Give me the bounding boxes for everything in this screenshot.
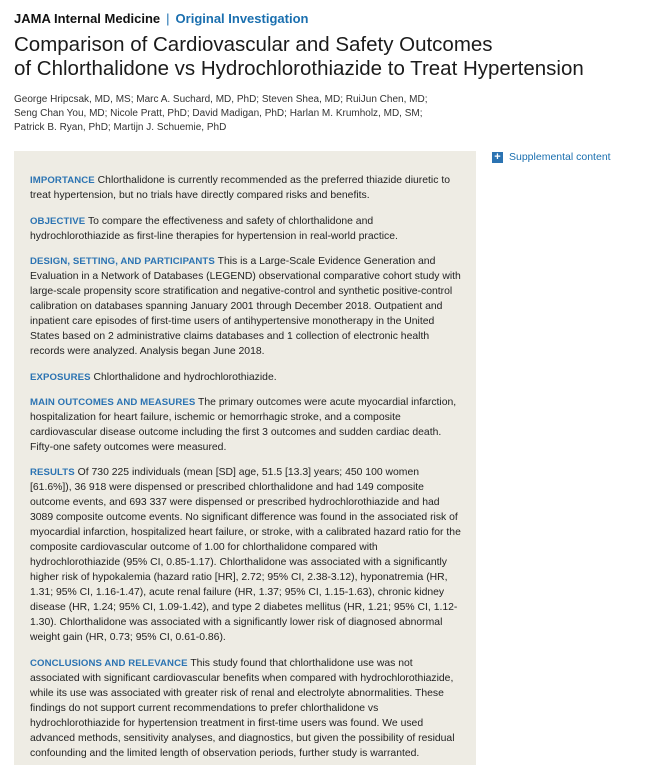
results-heading: RESULTS xyxy=(30,467,75,479)
objective-text: To compare the effectiveness and safety of chlorthalidone and hydrochlorothiazide as first-line therapies for hypertension in real-world practice. xyxy=(30,215,398,242)
article-type[interactable]: Original Investigation xyxy=(175,11,309,26)
article-title xyxy=(14,33,654,81)
supplemental-label: Supplemental content xyxy=(509,151,611,163)
abstract-box xyxy=(14,151,476,765)
journal-separator: | xyxy=(166,11,170,26)
design-heading: DESIGN, SETTING, AND PARTICIPANTS xyxy=(30,256,215,268)
outcomes-heading: MAIN OUTCOMES AND MEASURES xyxy=(30,396,196,408)
journal-header xyxy=(14,11,308,27)
results-text: Of 730 225 individuals (mean [SD] age, 51.5 [13.3] years; 450 100 women [61.6%]), 36 918 were dispensed or prescribed chlorthalidone and had 149 composite outcome events, and 693 337 were dispensed or prescribed hydrochlorothiazide and had 3089 composite outcome events. No significant difference was found in the associated risk of myocardial infarction, hospitalized heart failure, or stroke, with a calibrated hazard ratio for the composite cardiovascular outcome of 1.00 for chlorthalidone compared with hydrochlorothiazide (95% CI, 0.85-1.17). Chlorthalidone was associated with a significantly higher risk of hypokalemia (hazard ratio [HR], 2.72; 95% CI, 2.38-3.12), hyponatremia (HR, 1.31; 95% CI, 1.16-1.47), acute renal failure (HR, 1.37; 95% CI, 1.15-1.63), chronic kidney disease (HR, 1.24; 95% CI, 1.09-1.42), and type 2 diabetes mellitus (HR, 1.21; 95% CI, 1.12-1.30). Chlorthalidone was associated with a significantly lower risk of diagnosed abnormal weight gain (HR, 0.73; 95% CI, 0.61-0.86). xyxy=(30,467,461,644)
journal-name[interactable]: JAMA Internal Medicine xyxy=(14,11,161,26)
author-list xyxy=(14,93,464,135)
abstract-conclusions xyxy=(30,656,462,761)
abstract-results xyxy=(30,465,462,645)
conclusions-heading: CONCLUSIONS AND RELEVANCE xyxy=(30,657,188,669)
supplemental-content-link[interactable] xyxy=(492,151,611,163)
abstract-objective xyxy=(30,214,462,244)
importance-heading: IMPORTANCE xyxy=(30,175,95,187)
conclusions-text: This study found that chlorthalidone use was not associated with significant cardiovascular benefits when compared with hydrochlorothiazide, while its use was associated with greater risk of renal and electrolyte abnormalities. These findings do not support current recommendations to prefer chlorthalidone vs hydrochlorothiazide for hypertension treatment in first-time users was found. We used advanced methods, sensitivity analyses, and diagnostics, but given the possibility of residual confounding and the limited length of observation periods, further study is warranted. xyxy=(30,657,455,759)
title-line-1: Comparison of Cardiovascular and Safety Outcomes xyxy=(14,33,493,56)
design-text: This is a Large-Scale Evidence Generation and Evaluation in a Network of Databases (LEGEND) observational comparative cohort study with large-scale propensity score stratification and negative-control and synthetic positive-control calibration on databases spanning January 2001 through December 2018. Outpatient and inpatient care episodes of first-time users of antihypertensive monotherapy in the United States based on 2 administrative claims databases and 1 collection of electronic health records were analyzed. Analysis began June 2018. xyxy=(30,256,461,358)
author-line-1: George Hripcsak, MD, MS; Marc A. Suchard, MD, PhD; Steven Shea, MD; RuiJun Chen, MD; xyxy=(14,94,428,105)
objective-heading: OBJECTIVE xyxy=(30,215,86,227)
importance-text: Chlorthalidone is currently recommended as the preferred thiazide diuretic to treat hypertension, but no trials have directly compared risks and benefits. xyxy=(30,175,450,202)
exposures-text: Chlorthalidone and hydrochlorothiazide. xyxy=(93,371,277,383)
title-line-2: of Chlorthalidone vs Hydrochlorothiazide to Treat Hypertension xyxy=(14,57,584,80)
abstract-importance xyxy=(30,173,462,203)
exposures-heading: EXPOSURES xyxy=(30,371,91,383)
abstract-outcomes xyxy=(30,395,462,455)
outcomes-text: The primary outcomes were acute myocardial infarction, hospitalization for heart failure, ischemic or hemorrhagic stroke, and a composite cardiovascular disease outcome including the first 3 outcomes and sudden cardiac death. Fifty-one safety outcomes were measured. xyxy=(30,396,457,453)
abstract-design xyxy=(30,254,462,359)
author-line-2: Seng Chan You, MD; Nicole Pratt, PhD; David Madigan, PhD; Harlan M. Krumholz, MD, SM; xyxy=(14,108,423,119)
abstract-exposures xyxy=(30,370,462,385)
author-line-3: Patrick B. Ryan, PhD; Martijn J. Schuemie, PhD xyxy=(14,122,227,133)
plus-icon: + xyxy=(492,152,503,163)
